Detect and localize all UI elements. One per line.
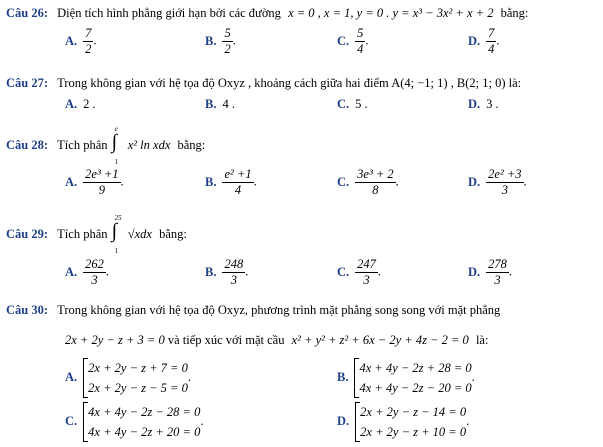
question-29-stem bbox=[6, 214, 187, 255]
question-30-tail: là: bbox=[475, 333, 489, 347]
option-label: A. bbox=[65, 97, 78, 111]
option-value: 3 . bbox=[486, 97, 499, 111]
question-26-option-d[interactable]: D. $\frac{7}{4}$ . bbox=[468, 26, 500, 57]
question-27-label: Câu 27: bbox=[6, 76, 49, 90]
question-26-curves: x = 0 , x = 1, y = 0 . y = x³ − 3x² + x + 2 bbox=[288, 6, 494, 20]
option-label: D. bbox=[337, 413, 350, 428]
option-label: A. bbox=[65, 264, 78, 279]
option-fraction: $\frac{5}{4}$ bbox=[357, 26, 364, 57]
question-26-tail: bằng: bbox=[500, 6, 529, 20]
question-28-option-a[interactable]: A. $\frac{\text{2e³ +1}}{9}$ . bbox=[65, 167, 124, 198]
option-value: 5 . bbox=[355, 97, 368, 111]
question-27-text: Trong không gian với hệ tọa độ Oxyz , khoảng cách giữa hai điểm A(4; −1; 1) , B(2; 1; 0) là: bbox=[57, 76, 522, 90]
question-28-option-c[interactable]: C. $\frac{\text{3e³ + 2}}{8}$ . bbox=[337, 167, 399, 198]
option-label: C. bbox=[337, 97, 350, 111]
option-label: D. bbox=[468, 33, 481, 48]
option-label: B. bbox=[205, 97, 217, 111]
option-system: 4x + 4y − 2z + 28 = 0 4x + 4y − 2z − 20 = 0 bbox=[354, 358, 471, 398]
question-27-option-c[interactable] bbox=[337, 97, 368, 112]
question-26-label: Câu 26: bbox=[6, 6, 49, 20]
option-label: A. bbox=[65, 33, 78, 48]
question-29-option-a[interactable]: A. $\frac{262}{3}$ . bbox=[65, 257, 110, 288]
question-30-option-d[interactable]: D.2x + 2y − z − 14 = 0 2x + 2y − z + 10 = 0. bbox=[337, 402, 469, 442]
question-26-text: Diện tích hình phẳng giới hạn bởi các đường bbox=[57, 6, 281, 20]
option-label: D. bbox=[468, 97, 481, 111]
question-29-option-d[interactable]: D. $\frac{278}{3}$ . bbox=[468, 257, 513, 288]
question-28-stem bbox=[6, 125, 206, 166]
option-label: B. bbox=[205, 33, 217, 48]
option-fraction: $\frac{\text{3e³ + 2}}{8}$ bbox=[357, 167, 394, 198]
question-30-option-a[interactable]: A.2x + 2y − z + 7 = 0 2x + 2y − z − 5 = 0. bbox=[65, 358, 191, 398]
option-label: A. bbox=[65, 174, 78, 189]
question-26-option-a[interactable]: A. $\frac{7}{2}$ . bbox=[65, 26, 97, 57]
option-label: C. bbox=[65, 413, 78, 428]
question-29-text: Tích phân bbox=[57, 226, 108, 241]
option-label: C. bbox=[337, 174, 350, 189]
question-30-plane: 2x + 2y − z + 3 = 0 bbox=[65, 333, 165, 347]
question-28-integrand: x² ln xdx bbox=[127, 137, 171, 152]
option-fraction: $\frac{7}{2}$ bbox=[85, 26, 92, 57]
option-fraction: $\frac{\text{e² +1}}{4}$ bbox=[224, 167, 252, 198]
option-fraction: $\frac{248}{3}$ bbox=[224, 257, 244, 288]
question-27-stem bbox=[6, 76, 521, 91]
option-label: D. bbox=[468, 264, 481, 279]
question-30-text: Trong không gian với hệ tọa độ Oxyz, phương trình mặt phẳng song song với mặt phẳng bbox=[57, 303, 501, 317]
question-28-label: Câu 28: bbox=[6, 137, 49, 152]
option-fraction: $\frac{278}{3}$ bbox=[488, 257, 507, 288]
option-value: 4 . bbox=[222, 97, 235, 111]
option-label: C. bbox=[337, 33, 350, 48]
question-29-option-c[interactable]: C. $\frac{247}{3}$ . bbox=[337, 257, 382, 288]
question-28-option-b[interactable]: B. $\frac{\text{e² +1}}{4}$ . bbox=[205, 167, 257, 198]
question-28-tail: bằng: bbox=[177, 137, 206, 152]
question-27-option-b[interactable] bbox=[205, 97, 235, 112]
option-label: B. bbox=[205, 174, 217, 189]
option-fraction: $\frac{\text{2e³ +1}}{9}$ bbox=[85, 167, 119, 198]
question-29-integrand: √xdx bbox=[127, 226, 152, 241]
option-system: 2x + 2y − z + 7 = 0 2x + 2y − z − 5 = 0 bbox=[83, 358, 188, 398]
question-26-option-c[interactable]: C. $\frac{5}{4}$ . bbox=[337, 26, 369, 57]
option-value: 2 . bbox=[83, 97, 96, 111]
option-fraction: $\frac{\text{2e² +3}}{3}$ bbox=[488, 167, 522, 198]
question-27-option-a[interactable] bbox=[65, 97, 96, 112]
question-30-label: Câu 30: bbox=[6, 303, 49, 317]
question-30-sphere: x² + y² + z² + 6x − 2y + 4z − 2 = 0 bbox=[291, 333, 469, 347]
question-29-label: Câu 29: bbox=[6, 226, 49, 241]
question-26-option-b[interactable]: B. $\frac{5}{2}$ . bbox=[205, 26, 236, 57]
question-29-tail: bằng: bbox=[159, 226, 187, 241]
question-30-stem-line2 bbox=[65, 333, 488, 348]
question-30-stem bbox=[6, 303, 500, 318]
option-fraction: $\frac{247}{3}$ bbox=[357, 257, 376, 288]
option-fraction: $\frac{7}{4}$ bbox=[488, 26, 495, 57]
question-29-option-b[interactable]: B. $\frac{248}{3}$ . bbox=[205, 257, 249, 288]
question-30-mid: và tiếp xúc với mặt cầu bbox=[167, 333, 285, 347]
option-label: B. bbox=[337, 369, 349, 384]
question-30-option-b[interactable]: B.4x + 4y − 2z + 28 = 0 4x + 4y − 2z − 20 = 0. bbox=[337, 358, 475, 398]
question-30-option-c[interactable]: C.4x + 4y − 2z − 28 = 0 4x + 4y − 2z + 20 = 0. bbox=[65, 402, 203, 442]
option-fraction: $\frac{262}{3}$ bbox=[85, 257, 104, 288]
option-fraction: $\frac{5}{2}$ bbox=[224, 26, 231, 57]
option-label: B. bbox=[205, 264, 217, 279]
option-label: A. bbox=[65, 369, 78, 384]
question-27-option-d[interactable] bbox=[468, 97, 499, 112]
question-28-text: Tích phân bbox=[57, 137, 108, 152]
integral-sign: ∫ 25 1 bbox=[111, 214, 122, 255]
option-system: 4x + 4y − 2z − 28 = 0 4x + 4y − 2z + 20 = 0 bbox=[83, 402, 200, 442]
question-28-option-d[interactable]: D. $\frac{\text{2e² +3}}{3}$ . bbox=[468, 167, 527, 198]
option-system: 2x + 2y − z − 14 = 0 2x + 2y − z + 10 = 0 bbox=[355, 402, 466, 442]
option-label: D. bbox=[468, 174, 481, 189]
integral-sign: ∫ e 1 bbox=[111, 125, 119, 166]
option-label: C. bbox=[337, 264, 350, 279]
question-26-stem bbox=[6, 6, 528, 21]
